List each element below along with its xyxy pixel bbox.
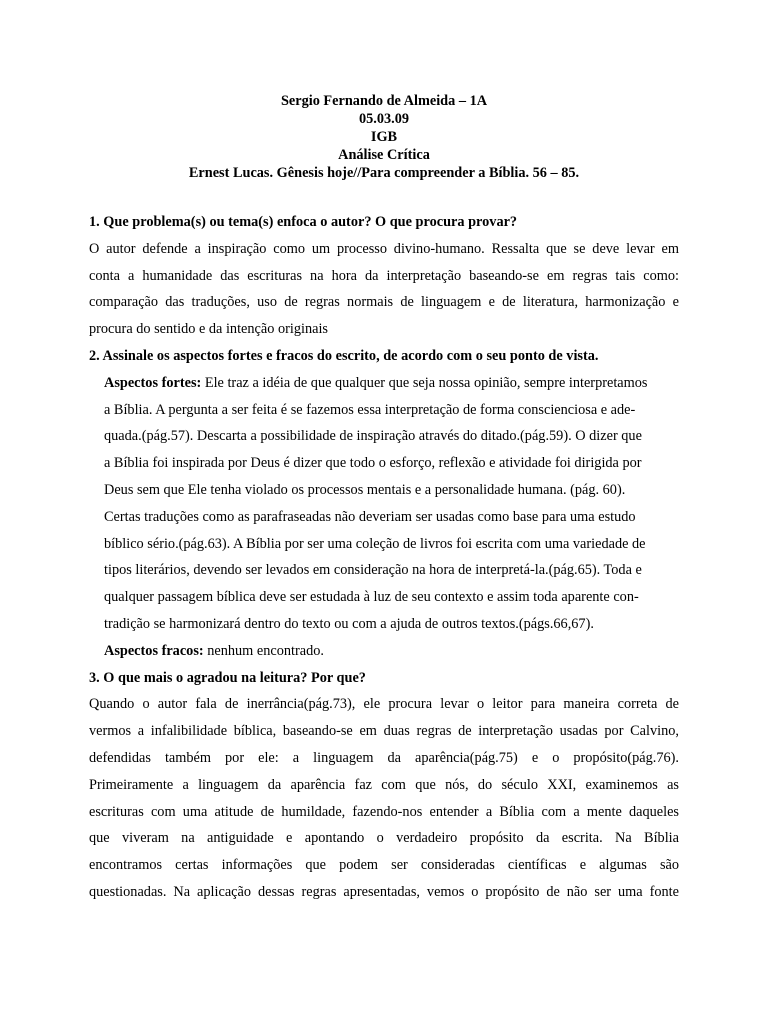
strong-aspects-label: Aspectos fortes:: [104, 374, 202, 391]
weak-aspects-text: nenhum encontrado.: [203, 642, 324, 659]
strong-aspects: [89, 370, 679, 665]
answer-3-line: que viveram na antiguidade e apontando o verdadeiro propósito da escrita. Na Bíblia: [89, 830, 679, 847]
question-3: 3. O que mais o agradou na leitura? Por que?: [89, 669, 366, 686]
strong-aspects-line: quada.(pág.57). Descarta a possibilidade de inspiração através do ditado.(pág.59). O dizer que: [104, 428, 642, 445]
weak-aspects-label: Aspectos fracos:: [104, 642, 204, 659]
answer-1-line: procura do sentido e da intenção originais: [89, 321, 328, 338]
answer-1-line: comparação das traduções, uso de regras normais de linguagem e de literatura, harmonização e: [89, 294, 679, 311]
strong-aspects-line: Certas traduções como as parafraseadas não deveriam ser usadas como base para uma estudo: [104, 508, 636, 525]
answer-1-line: conta a humanidade das escrituras na hora da interpretação baseando-se em regras tais como:: [89, 267, 679, 284]
date-line: 05.03.09: [358, 111, 410, 127]
strong-aspects-first-line: [104, 370, 679, 397]
strong-aspects-line: tradição se harmonizará dentro do texto ou com a ajuda de outros textos.(págs.66,67).: [104, 615, 594, 632]
answer-3-line: questionadas. Na aplicação dessas regras apresentadas, vemos o propósito de não ser uma fonte: [89, 883, 679, 900]
answer-3-line: encontramos certas informações que podem ser consideradas científicas e algumas são: [89, 857, 679, 874]
strong-aspects-text: Ele traz a idéia de que qualquer que seja nossa opinião, sempre interpretamos: [201, 374, 648, 391]
answer-1: [89, 236, 679, 343]
strong-aspects-line: a Bíblia. A pergunta a ser feita é se fazemos essa interpretação de forma conscienciosa e ade-: [104, 401, 636, 418]
strong-aspects-line: a Bíblia foi inspirada por Deus é dizer que todo o esforço, reflexão e atividade foi dirigida por: [104, 455, 642, 472]
answer-3-line: Quando o autor fala de inerrância(pág.73), ele procura levar o leitor para maneira correta de: [89, 696, 679, 713]
answer-3-line: defendidas também por ele: a linguagem da aparência(pág.75) e o propósito(pág.76).: [89, 749, 679, 766]
answer-3-line: escrituras com uma atitude de humildade, fazendo-nos entender a Bíblia com a mente daqueles: [89, 803, 679, 820]
strong-aspects-line: Deus sem que Ele tenha violado os processos mentais e a personalidade humana. (pág. 60).: [104, 481, 626, 498]
answer-3-line: Primeiramente a linguagem da aparência faz com que nós, do século XXI, examinemos as: [89, 776, 679, 793]
answer-3: [89, 691, 679, 905]
document-header: [89, 92, 679, 182]
weak-aspects-line: [104, 638, 679, 665]
question-1: 1. Que problema(s) ou tema(s) enfoca o autor? O que procura provar?: [89, 214, 518, 230]
strong-aspects-line: qualquer passagem bíblica deve ser estudada à luz de seu contexto e assim toda aparente con-: [104, 589, 639, 606]
answer-1-line: O autor defende a inspiração como um processo divino-humano. Ressalta que se deve levar em: [89, 240, 679, 257]
header-spacer: [89, 182, 679, 209]
question-2: 2. Assinale os aspectos fortes e fracos do escrito, de acordo com o seu ponto de vista.: [89, 347, 599, 364]
document-type-line: Análise Crítica: [338, 147, 430, 163]
reference-line: Ernest Lucas. Gênesis hoje//Para compreender a Bíblia. 56 – 85.: [188, 165, 580, 181]
answer-3-line: vermos a infalibilidade bíblica, baseando-se em duas regras de interpretação usadas por Calvino,: [89, 723, 679, 740]
strong-aspects-line: tipos literários, devendo ser levados em consideração na hora de interpretá-la.(pág.65). Toda e: [104, 562, 642, 579]
strong-aspects-line: bíblico sério.(pág.63). A Bíblia por ser uma coleção de livros foi escrita com uma variedade de: [104, 535, 646, 552]
author-line: Sergio Fernando de Almeida – 1A: [280, 93, 488, 109]
institution-line: IGB: [370, 129, 398, 145]
